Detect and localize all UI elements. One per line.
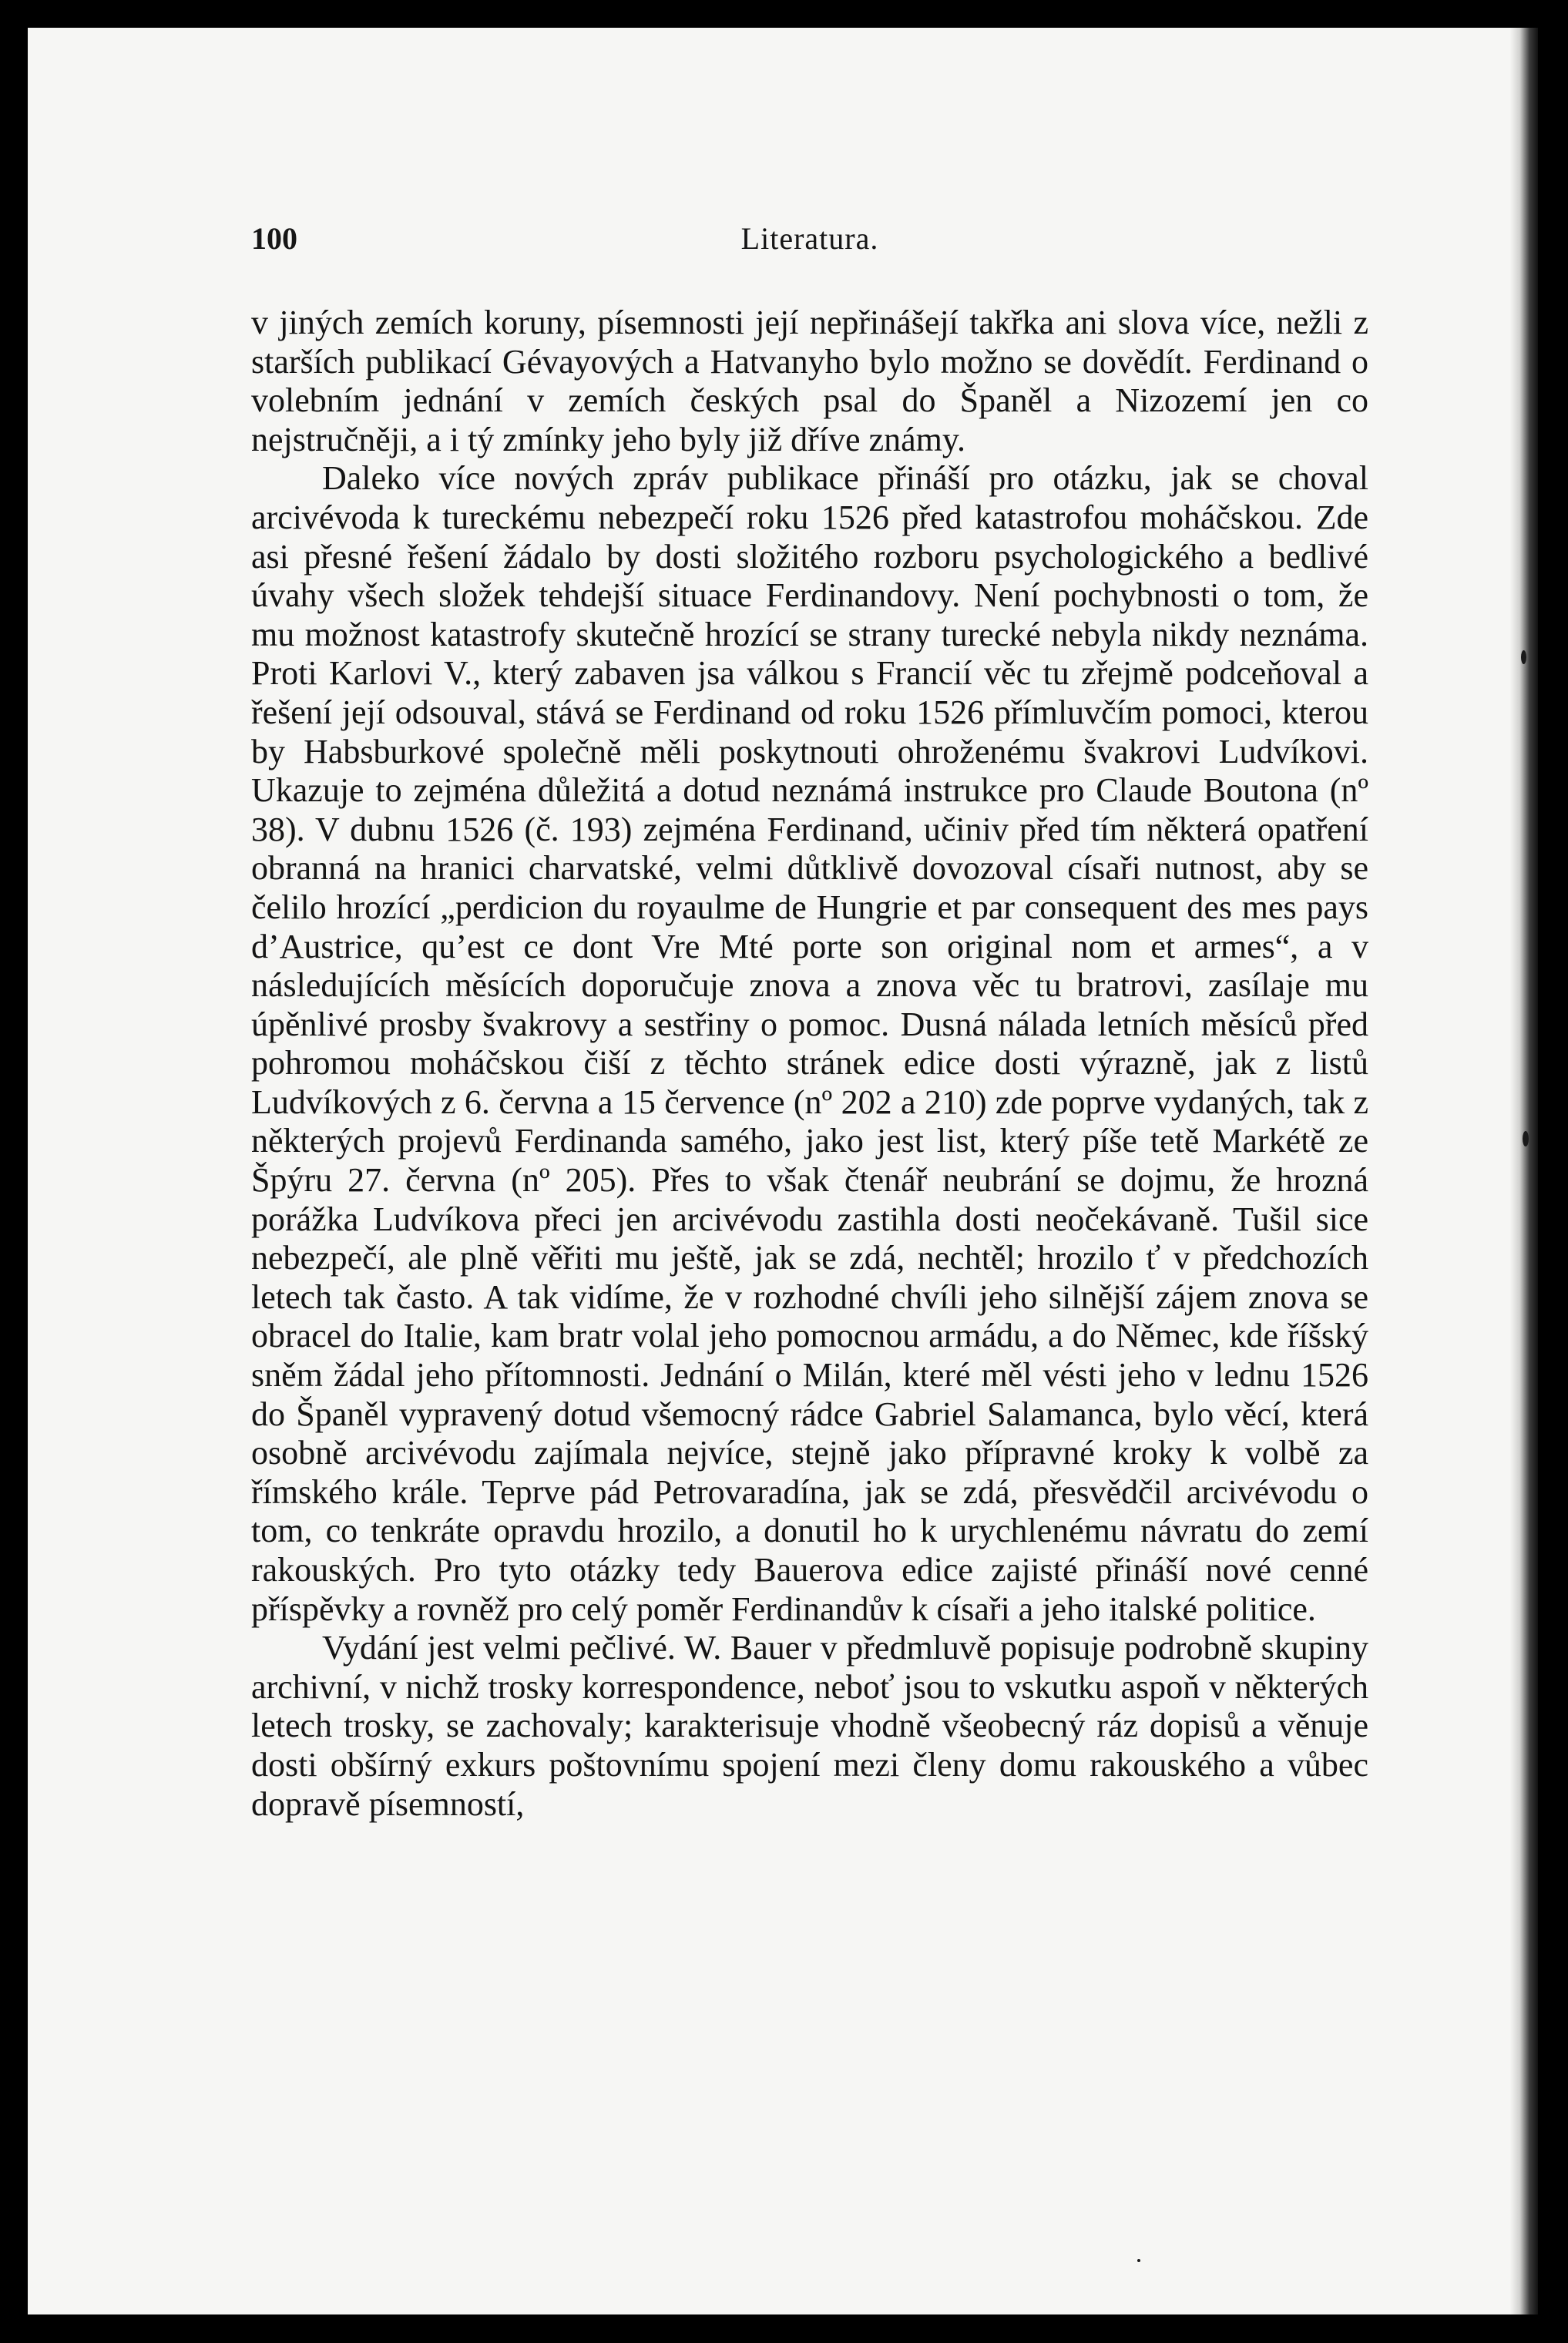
book-page [28,28,1538,2314]
scan-speck [1523,1131,1529,1146]
page-number: 100 [251,221,297,256]
paragraph-3: Vydání jest velmi pečlivé. W. Bauer v předmluvě popisuje podrobně skupiny archivní, v nichž trosky korrespondence, neboť jsou to vskutku aspoň v některých letech trosky, se zachovaly; karakterisuje vhodně všeobecný ráz dopisů a věnuje dosti obšírný exkurs poštovnímu spojení mezi členy domu rakouského a vůbec dopravě písemností, [251,1629,1368,1823]
page-binding-edge [1510,28,1538,2314]
running-head: Literatura. [740,221,879,256]
paragraph-2: Daleko více nových zpráv publikace přináší pro otázku, jak se choval arcivévoda k tureckému nebezpečí roku 1526 před katastrofou moháčskou. Zde asi přesné řešení žádalo by dosti složitého rozboru psychologického a bedlivé úvahy všech složek tehdejší situace Ferdinandovy. Není pochybnosti o tom, že mu možnost katastrofy skutečně hrozící se strany turecké nebyla nikdy neznáma. Proti Karlovi V., který zabaven jsa válkou s Francií věc tu zřejmě podceňoval a řešení její odsouval, stává se Ferdinand od roku 1526 přímluvčím pomoci, kterou by Habsburkové společně měli poskytnouti ohroženému švakrovi Ludvíkovi. Ukazuje to zejména důležitá a dotud neznámá instrukce pro Claude Boutona (nº 38). V dubnu 1526 (č. 193) zejména Ferdinand, učiniv před tím některá opatření obranná na hranici charvatské, velmi důtklivě dovozoval císaři nutnost, aby se čelilo hrozící „perdicion du royaulme de Hungrie et par consequent des mes pays d’Austrice, qu’est ce dont Vre Mté porte son original nom et armes“, a v následujících měsících doporučuje znova a znova věc tu bratrovi, zasílaje mu úpěnlivé prosby švakrovy a sestřiny o pomoc. Dusná nálada letních měsíců před pohromou moháčskou čiší z těchto stránek edice dosti výrazně, jak z listů Ludvíkových z 6. června a 15 července (nº 202 a 210) zde poprve vydaných, tak z některých projevů Ferdinanda samého, jako jest list, který píše tetě Markétě ze Špýru 27. června (nº 205). Přes to však čtenář neubrání se dojmu, že hrozná porážka Ludvíkova přeci jen arcivévodu zastihla dosti neočekávaně. Tušil sice nebezpečí, ale plně věřiti mu ještě, jak se zdá, nechtěl; hrozilo ť v předchozích letech tak často. A tak vidíme, že v rozhodné chvíli jeho silnější zájem znova se obracel do Italie, kam bratr volal jeho pomocnou armádu, a do Němec, kde říšský sněm žádal jeho přítomnosti. Jednání o Milán, které měl vésti jeho v lednu 1526 do Španěl vypravený dotud všemocný rádce Gabriel Salamanca, bylo věcí, která osobně arcivévodu zajímala nejvíce, stejně jako přípravné kroky k volbě za římského krále. Teprve pád Petrovaradína, jak se zdá, přesvědčil arcivévodu o tom, co tenkráte opravdu hrozilo, a donutil ho k urychlenému návratu do zemí rakouských. Pro tyto otázky tedy Bauerova edice zajisté přináší nové cenné příspěvky a rovněž pro celý poměr Ferdinandův k císaři a jeho italské politice. [251,459,1368,1628]
page-header [251,220,1368,267]
scan-speck [1521,650,1526,664]
paragraph-1: v jiných zemích koruny, písemnosti její nepřinášejí takřka ani slova více, nežli z starších publikací Gévayových a Hatvanyho bylo možno se dovědít. Ferdinand o volebním jednání v zemích českých psal do Španěl a Nizozemí jen co nejstručněji, a i tý zmínky jeho byly již dříve známy. [251,304,1368,458]
scan-speck [1137,2259,1140,2262]
body-text [251,304,1368,1824]
